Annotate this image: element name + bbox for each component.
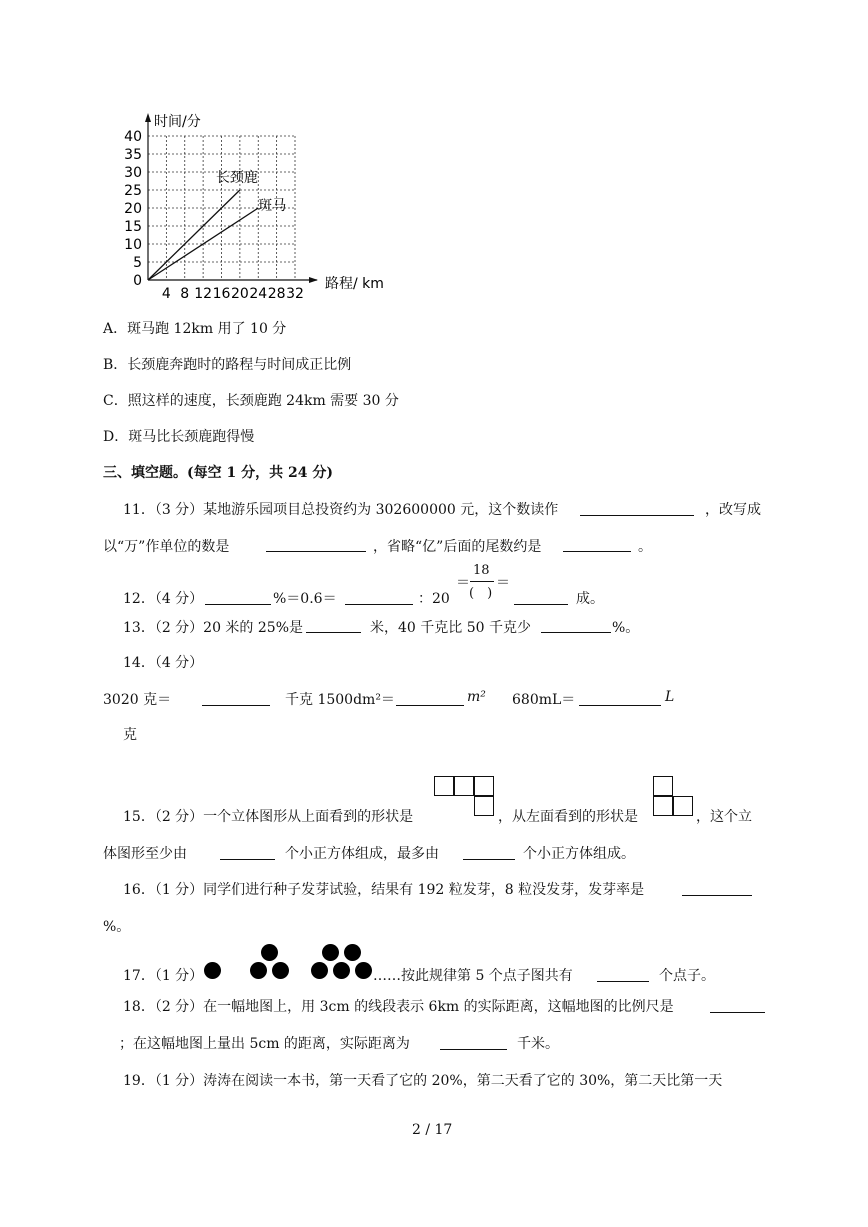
q15-blank2 (463, 859, 515, 860)
q17-b: ……按此规律第 5 个点子图共有 (373, 968, 573, 984)
left-view-square (653, 776, 673, 796)
q18-b: ；在这幅地图上量出 5cm 的距离，实际距离为 (119, 1036, 410, 1052)
q15-b: ，从左面看到的形状是 (498, 809, 638, 825)
series-label: 长颈鹿 (215, 170, 258, 186)
dot (250, 962, 267, 979)
dot (311, 962, 328, 979)
q11-line1-end: ，改写成 (705, 502, 761, 518)
q14-title: 14．（4 分） (123, 655, 204, 671)
q15-a: 15．（2 分）一个立体图形从上面看到的形状是 (123, 809, 414, 825)
q19-a: 19．（1 分）涛涛在阅读一本书，第一天看了它的 20%，第二天看了它的 30%，第二天比第一天 (123, 1073, 723, 1089)
y-axis-arrow (145, 113, 151, 122)
top-view-square (474, 776, 494, 796)
y-tick-label: 10 (124, 237, 142, 253)
section-title: 三、填空题。(每空 1 分，共 24 分) (103, 465, 333, 481)
q11-line2-c: 。 (638, 539, 652, 555)
q17-a: 17．（1 分） (123, 968, 204, 984)
q12-fraction-num: 18 (473, 563, 490, 578)
x-tick-label: 24 (249, 286, 268, 302)
y-tick-label: 40 (124, 129, 142, 145)
q12-pct: %＝0.6＝ (273, 591, 337, 607)
q18-blank1 (710, 1012, 765, 1013)
line-chart (120, 108, 410, 303)
x-tick-label: 28 (267, 286, 286, 302)
q12-colon: ：20 (418, 591, 450, 607)
left-view-square (653, 796, 673, 816)
q11-line2-a: 以“万”作单位的数是 (103, 539, 230, 555)
y-tick-label: 30 (124, 165, 142, 181)
left-view-square (673, 796, 693, 816)
dot (344, 944, 361, 961)
q16-blank (682, 895, 752, 896)
dot (204, 962, 221, 979)
q15-line2-a: 体图形至少由 (103, 846, 187, 862)
y-tick-label: 20 (124, 201, 142, 217)
top-view-square (454, 776, 474, 796)
q12-blank1 (205, 604, 271, 605)
dot (333, 962, 350, 979)
q12-start: 12．（4 分） (123, 591, 204, 607)
x-tick-label: 20 (230, 286, 249, 302)
x-axis-label: 路程/ km (325, 276, 384, 292)
q15-c: ，这个立 (696, 809, 752, 825)
q12-fraction-den: ( ) (469, 586, 493, 601)
q13-b: 米，40 千克比 50 千克少 (370, 620, 531, 636)
option-c: C．照这样的速度，长颈鹿跑 24km 需要 30 分 (103, 393, 399, 409)
q11-line2-b: ，省略“亿”后面的尾数约是 (373, 539, 542, 555)
q12-eq: ＝ (456, 575, 470, 591)
q12-blank2 (345, 604, 413, 605)
x-tick-label: 8 (180, 286, 190, 302)
x-tick-label: 4 (161, 286, 171, 302)
y-tick-label: 0 (133, 273, 142, 289)
page-number: 2 / 17 (412, 1122, 453, 1138)
q14-blank2 (396, 705, 464, 706)
q14-blank3 (579, 705, 661, 706)
x-tick-label: 12 (194, 286, 213, 302)
q16-b: %。 (103, 919, 131, 935)
q14-a: 3020 克＝ (103, 692, 172, 708)
q12-end: 成。 (576, 591, 604, 607)
q13-a: 13．（2 分）20 米的 25%是 (123, 620, 304, 636)
x-tick-label: 32 (286, 286, 304, 302)
q16-a: 16．（1 分）同学们进行种子发芽试验，结果有 192 粒发芽，8 粒没发芽，发芽率是 (123, 882, 645, 898)
q18-c: 千米。 (517, 1036, 559, 1052)
y-axis-label: 时间/分 (154, 114, 201, 130)
q11-line1: 11．（3 分）某地游乐园项目总投资约为 302600000 元，这个数读作 (123, 502, 559, 518)
q14-b: 千克 1500dm²＝ (285, 692, 395, 708)
q13-blank1 (306, 632, 361, 633)
q18-a: 18．（2 分）在一幅地图上，用 3cm 的线段表示 6km 的实际距离，这幅地图的比例尺是 (123, 999, 674, 1015)
q17-blank (597, 981, 649, 982)
dot (355, 962, 372, 979)
x-axis-arrow (309, 277, 318, 283)
q14-c-unit: L (665, 689, 675, 705)
option-b: B．长颈鹿奔跑时的路程与时间成正比例 (103, 357, 352, 373)
y-tick-label: 35 (124, 147, 142, 163)
dot (261, 944, 278, 961)
y-tick-label: 5 (133, 255, 142, 271)
q14-blank1 (202, 705, 270, 706)
q11-blank3 (563, 551, 631, 552)
dot (322, 944, 339, 961)
x-tick-label: 16 (212, 286, 231, 302)
q13-blank2 (541, 632, 611, 633)
y-tick-label: 15 (124, 219, 142, 235)
y-tick-label: 25 (124, 183, 142, 199)
series-label: 斑马 (258, 198, 287, 214)
top-view-square (434, 776, 454, 796)
q12-blank3 (514, 604, 568, 605)
q13-c: %。 (612, 620, 640, 636)
q17-c: 个点子。 (659, 968, 715, 984)
option-d: D．斑马比长颈鹿跑得慢 (103, 429, 255, 445)
q14-b-unit: m² (467, 689, 486, 705)
q14-wrap: 克 (123, 727, 137, 743)
q15-line2-c: 个小正方体组成。 (523, 846, 635, 862)
series-line (148, 190, 240, 280)
option-a: A．斑马跑 12km 用了 10 分 (103, 321, 287, 337)
q11-blank1 (580, 515, 694, 516)
q11-blank2 (266, 551, 366, 552)
q14-c: 680mL＝ (512, 692, 576, 708)
dot (272, 962, 289, 979)
top-view-square (474, 796, 494, 816)
q18-blank2 (440, 1049, 507, 1050)
q15-blank1 (220, 859, 275, 860)
q15-line2-b: 个小正方体组成，最多由 (285, 846, 439, 862)
q12-eq2: ＝ (496, 575, 510, 591)
